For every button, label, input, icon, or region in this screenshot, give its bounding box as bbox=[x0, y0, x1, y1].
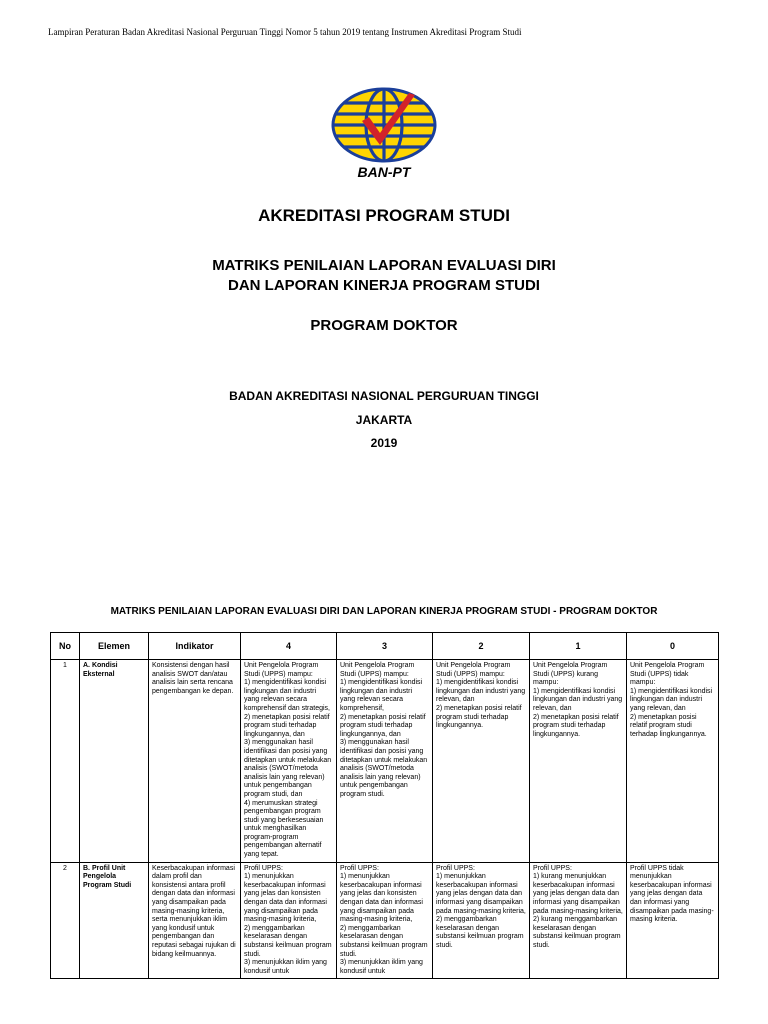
ban-pt-logo bbox=[329, 85, 439, 181]
header-indikator: Indikator bbox=[149, 633, 241, 660]
header-score-2: 2 bbox=[433, 633, 530, 660]
assessment-matrix-table bbox=[50, 632, 719, 979]
logo-wordmark: BAN-PT bbox=[357, 164, 411, 180]
header-score-3: 3 bbox=[337, 633, 433, 660]
header-score-1: 1 bbox=[530, 633, 627, 660]
cell-no: 2 bbox=[51, 862, 80, 979]
cell-score-4: Profil UPPS: 1) menunjukkan keserbacakupan informasi yang jelas dan konsisten dengan data dan informasi yang disampaikan pada masing-masing kriteria, 2) menggambarkan keselarasan dengan substansi keilmuan program studi. 3) menunjukkan iklim yang kondusif untuk bbox=[241, 862, 337, 979]
city: JAKARTA bbox=[355, 413, 413, 427]
main-title: AKREDITASI PROGRAM STUDI bbox=[258, 206, 510, 225]
cell-score-0: Profil UPPS tidak menunjukkan keserbacakupan informasi yang jelas dengan data dan informasi yang disampaikan pada masing-masing kriteria. bbox=[627, 862, 719, 979]
cell-score-2: Unit Pengelola Program Studi (UPPS) mampu: 1) mengidentifikasi kondisi lingkungan dan industri yang relevan, dan 2) menetapkan posisi relatif program studi terhadap lingkungannya. bbox=[433, 660, 530, 863]
header-note: Lampiran Peraturan Badan Akreditasi Nasional Perguruan Tinggi Nomor 5 tahun 2019 tentang Instrumen Akreditasi Program Studi bbox=[48, 27, 522, 37]
cell-indikator: Keserbacakupan informasi dalam profil dan konsistensi antara profil dengan data dan informasi yang disampaikan pada masing-masing kriteria, serta menunjukkan iklim yang kondusif untuk pengembangan dan reputasi sebagai rujukan di bidang keilmuannya. bbox=[149, 862, 241, 979]
header-elemen: Elemen bbox=[80, 633, 149, 660]
cell-score-1: Unit Pengelola Program Studi (UPPS) kurang mampu: 1) mengidentifikasi kondisi lingkungan dan industri yang relevan, dan 2) menetapkan posisi relatif program studi terhadap lingkungannya. bbox=[530, 660, 627, 863]
subtitle-line-2: DAN LAPORAN KINERJA PROGRAM STUDI bbox=[228, 277, 540, 294]
cell-score-0: Unit Pengelola Program Studi (UPPS) tidak mampu: 1) mengidentifikasi kondisi lingkungan dan industri yang relevan, dan 2) menetapkan posisi relatif program studi terhadap lingkungannya. bbox=[627, 660, 719, 863]
matrix-title: MATRIKS PENILAIAN LAPORAN EVALUASI DIRI DAN LAPORAN KINERJA PROGRAM STUDI - PROGRAM DOKTOR bbox=[110, 606, 658, 617]
program-title: PROGRAM DOKTOR bbox=[310, 317, 458, 334]
table-row bbox=[51, 660, 719, 863]
header-score-4: 4 bbox=[241, 633, 337, 660]
cell-score-1: Profil UPPS: 1) kurang menunjukkan keserbacakupan informasi yang jelas dengan data dan informasi yang disampaikan pada masing-masing kriteria, 2) kurang menggambarkan keselarasan dengan substansi keilmuan program studi. bbox=[530, 862, 627, 979]
cell-no: 1 bbox=[51, 660, 80, 863]
subtitle-line-1: MATRIKS PENILAIAN LAPORAN EVALUASI DIRI bbox=[212, 257, 556, 274]
cell-score-3: Profil UPPS: 1) menunjukkan keserbacakupan informasi yang jelas dan konsisten dengan data dan informasi yang disampaikan pada masing-masing kriteria, 2) menggambarkan keselarasan dengan substansi keilmuan program studi. 3) menunjukkan iklim yang kondusif untuk bbox=[337, 862, 433, 979]
cell-score-2: Profil UPPS: 1) menunjukkan keserbacakupan informasi yang jelas dengan data dan informasi yang disampaikan pada masing-masing kriteria, 2) menggambarkan keselarasan dengan substansi keilmuan program studi. bbox=[433, 862, 530, 979]
globe-check-icon bbox=[329, 85, 439, 181]
year: 2019 bbox=[370, 436, 398, 450]
cell-score-3: Unit Pengelola Program Studi (UPPS) mampu: 1) mengidentifikasi kondisi lingkungan dan industri yang relevan secara komprehensif, 2) menetapkan posisi relatif program studi terhadap lingkungannya, dan 3) menggunakan hasil identifikasi dan posisi yang ditetapkan untuk melakukan analisis (SWOT/metoda analisis lain yang relevan) untuk pengembangan program studi. bbox=[337, 660, 433, 863]
cell-score-4: Unit Pengelola Program Studi (UPPS) mampu: 1) mengidentifikasi kondisi lingkungan dan industri yang relevan secara komprehensif dan strategis, 2) menetapkan posisi relatif program studi terhadap lingkungannya, dan 3) menggunakan hasil identifikasi dan posisi yang ditetapkan untuk melakukan analisis (SWOT/metoda analisis lain yang relevan) untuk pengembangan program studi, dan 4) merumuskan strategi pengembangan program studi yang berkesesuaian untuk menghasilkan program-program pengembangan alternatif yang tepat. bbox=[241, 660, 337, 863]
header-score-0: 0 bbox=[627, 633, 719, 660]
cell-elemen: B. Profil Unit Pengelola Program Studi bbox=[80, 862, 149, 979]
header-no: No bbox=[51, 633, 80, 660]
table-row bbox=[51, 862, 719, 979]
cell-indikator: Konsistensi dengan hasil analisis SWOT dan/atau analisis lain serta rencana pengembangan ke depan. bbox=[149, 660, 241, 863]
agency-name: BADAN AKREDITASI NASIONAL PERGURUAN TINGGI bbox=[229, 389, 539, 403]
table-header-row bbox=[51, 633, 719, 660]
cell-elemen: A. Kondisi Eksternal bbox=[80, 660, 149, 863]
